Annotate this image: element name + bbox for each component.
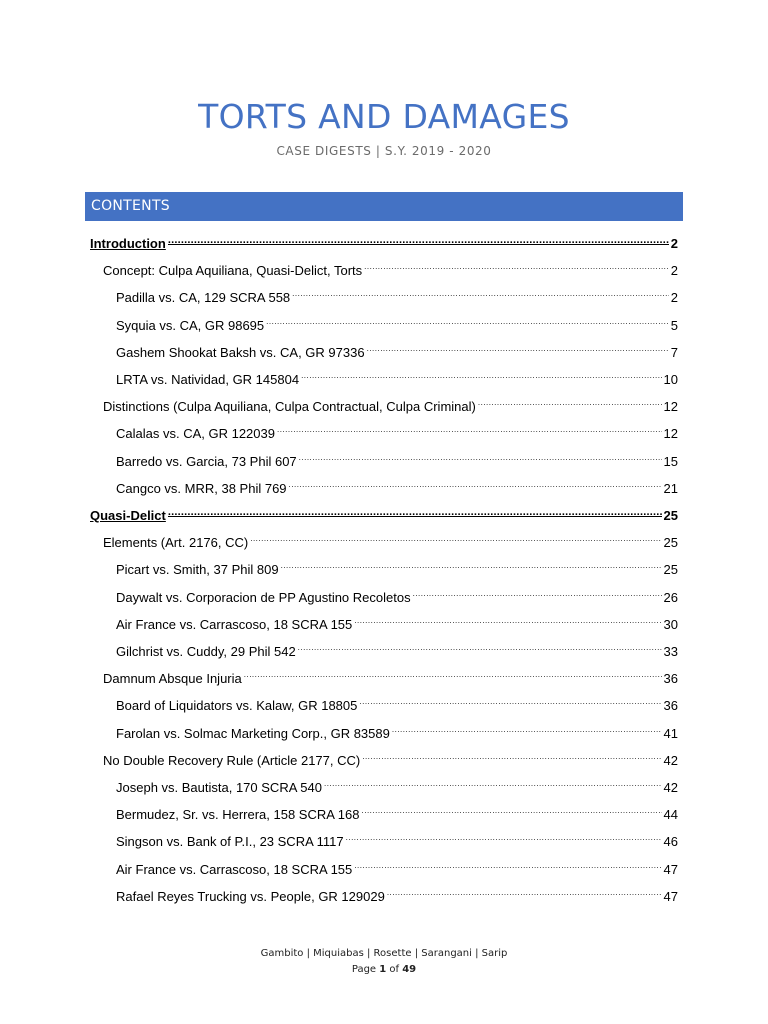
toc-entry[interactable] xyxy=(116,418,678,442)
toc-entry[interactable] xyxy=(103,255,678,279)
toc-entry[interactable] xyxy=(103,527,678,551)
toc-entry[interactable] xyxy=(116,690,678,714)
toc-entry[interactable] xyxy=(116,310,678,333)
toc-entry-page: 47 xyxy=(663,888,678,904)
toc-dot-leader xyxy=(301,364,661,384)
toc-dot-leader xyxy=(387,881,662,901)
toc-dot-leader xyxy=(168,228,669,248)
toc-entry[interactable] xyxy=(116,554,678,578)
toc-entry-page: 41 xyxy=(663,725,678,741)
toc-entry[interactable] xyxy=(116,609,678,632)
toc-entry-page: 46 xyxy=(663,834,678,850)
toc-dot-leader xyxy=(298,636,662,656)
toc-entry-page: 25 xyxy=(663,535,678,551)
toc-entry[interactable] xyxy=(103,663,678,687)
footer-authors: Gambito | Miquiabas | Rosette | Sarangani | Sarip xyxy=(260,948,508,959)
toc-entry[interactable] xyxy=(116,772,678,795)
toc-entry-label: Air France vs. Carrascoso, 18 SCRA 155 xyxy=(116,861,353,877)
toc-entry[interactable] xyxy=(116,364,678,387)
toc-entry[interactable] xyxy=(116,446,678,469)
toc-entry-label: Distinctions (Culpa Aquiliana, Culpa Contractual, Culpa Criminal) xyxy=(103,399,476,415)
toc-dot-leader xyxy=(277,418,662,438)
toc-entry-label: Joseph vs. Bautista, 170 SCRA 540 xyxy=(116,780,322,795)
toc-entry-label: Padilla vs. CA, 129 SCRA 558 xyxy=(116,290,291,306)
page-subtitle: CASE DIGESTS | S.Y. 2019 - 2020 xyxy=(276,144,492,158)
toc-dot-leader xyxy=(362,745,661,765)
toc-dot-leader xyxy=(250,527,661,547)
page-prefix: Page xyxy=(351,964,380,975)
toc-dot-leader xyxy=(367,337,669,357)
toc-entry[interactable] xyxy=(116,282,678,306)
toc-entry[interactable] xyxy=(116,582,678,605)
toc-entry-page: 47 xyxy=(663,861,678,877)
toc-entry-label: Concept: Culpa Aquiliana, Quasi-Delict, Torts xyxy=(103,263,363,279)
toc-dot-leader xyxy=(244,663,662,683)
toc-entry-page: 30 xyxy=(663,616,678,632)
toc-entry-label: Barredo vs. Garcia, 73 Phil 607 xyxy=(116,453,297,469)
toc-entry-page: 44 xyxy=(663,807,678,823)
toc-entry-page: 25 xyxy=(663,562,678,578)
toc-entry-label: Picart vs. Smith, 37 Phil 809 xyxy=(116,562,279,578)
toc-entry-page: 10 xyxy=(663,372,678,387)
page-title: TORTS AND DAMAGES xyxy=(198,97,570,136)
page-total: 49 xyxy=(402,964,417,975)
toc-entry-label: Damnum Absque Injuria xyxy=(103,671,242,687)
toc-dot-leader xyxy=(362,799,662,819)
toc-entry-page: 2 xyxy=(670,263,678,279)
toc-entry[interactable] xyxy=(116,799,678,823)
toc-entry-label: Calalas vs. CA, GR 122039 xyxy=(116,426,275,442)
page-of: of xyxy=(386,964,403,975)
toc-entry[interactable] xyxy=(90,228,678,251)
toc-dot-leader xyxy=(168,500,662,520)
toc-entry-page: 26 xyxy=(663,589,678,605)
toc-entry[interactable] xyxy=(116,826,678,850)
toc-entry-label: Bermudez, Sr. vs. Herrera, 158 SCRA 168 xyxy=(116,807,360,823)
toc-dot-leader xyxy=(346,826,662,846)
toc-entry-page: 25 xyxy=(663,508,678,523)
toc-entry-label: Daywalt vs. Corporacion de PP Agustino Recoletos xyxy=(116,589,411,605)
toc-entry-label: Farolan vs. Solmac Marketing Corp., GR 83589 xyxy=(116,725,390,741)
toc-entry-label: Quasi-Delict xyxy=(90,508,166,523)
toc-entry-page: 21 xyxy=(663,480,678,496)
toc-entry-page: 12 xyxy=(663,399,678,415)
toc-dot-leader xyxy=(359,690,661,710)
toc-dot-leader xyxy=(354,609,661,629)
toc-entry[interactable] xyxy=(116,881,678,904)
toc-entry-page: 15 xyxy=(663,453,678,469)
toc-dot-leader xyxy=(292,282,669,302)
footer-page-number xyxy=(0,962,768,978)
toc-entry[interactable] xyxy=(90,500,678,523)
toc-entry[interactable] xyxy=(116,473,678,496)
toc-entry-label: Board of Liquidators vs. Kalaw, GR 18805 xyxy=(116,698,358,714)
toc-entry-label: Gilchrist vs. Cuddy, 29 Phil 542 xyxy=(116,644,296,659)
toc-entry-label: Introduction xyxy=(90,236,166,251)
toc-entry-page: 36 xyxy=(663,671,678,687)
toc-entry[interactable] xyxy=(116,854,678,877)
contents-heading: CONTENTS xyxy=(85,192,683,221)
toc-entry[interactable] xyxy=(103,391,678,415)
page-current: 1 xyxy=(379,964,387,975)
toc-entry[interactable] xyxy=(116,636,678,659)
toc-dot-leader xyxy=(354,854,661,874)
toc-entry-page: 12 xyxy=(663,426,678,442)
toc-entry-page: 33 xyxy=(663,644,678,659)
toc-entry[interactable] xyxy=(116,718,678,741)
toc-dot-leader xyxy=(478,391,662,411)
toc-entry-page: 36 xyxy=(663,698,678,714)
toc-dot-leader xyxy=(413,582,662,602)
toc-dot-leader xyxy=(289,473,662,493)
toc-entry-page: 7 xyxy=(670,344,678,360)
toc-dot-leader xyxy=(266,310,669,330)
toc-entry-label: Rafael Reyes Trucking vs. People, GR 129029 xyxy=(116,888,385,904)
toc-dot-leader xyxy=(364,255,669,275)
toc-entry-label: Syquia vs. CA, GR 98695 xyxy=(116,317,265,333)
toc-entry-page: 5 xyxy=(670,317,678,333)
toc-entry-page: 42 xyxy=(663,780,678,795)
toc-dot-leader xyxy=(299,446,662,466)
toc-dot-leader xyxy=(392,718,662,738)
toc-entry[interactable] xyxy=(116,337,678,360)
toc-dot-leader xyxy=(324,772,662,792)
toc-entry-label: No Double Recovery Rule (Article 2177, CC) xyxy=(103,752,361,768)
toc-entry[interactable] xyxy=(103,745,678,768)
toc-entry-page: 2 xyxy=(670,236,678,251)
toc-entry-label: Singson vs. Bank of P.I., 23 SCRA 1117 xyxy=(116,834,344,850)
toc-entry-page: 2 xyxy=(670,290,678,306)
toc-entry-label: LRTA vs. Natividad, GR 145804 xyxy=(116,372,300,387)
toc-entry-label: Air France vs. Carrascoso, 18 SCRA 155 xyxy=(116,616,353,632)
toc-entry-label: Gashem Shookat Baksh vs. CA, GR 97336 xyxy=(116,344,365,360)
toc-entry-label: Elements (Art. 2176, CC) xyxy=(103,535,249,551)
toc-entry-label: Cangco vs. MRR, 38 Phil 769 xyxy=(116,480,287,496)
toc-entry-page: 42 xyxy=(663,752,678,768)
toc-dot-leader xyxy=(281,554,662,574)
